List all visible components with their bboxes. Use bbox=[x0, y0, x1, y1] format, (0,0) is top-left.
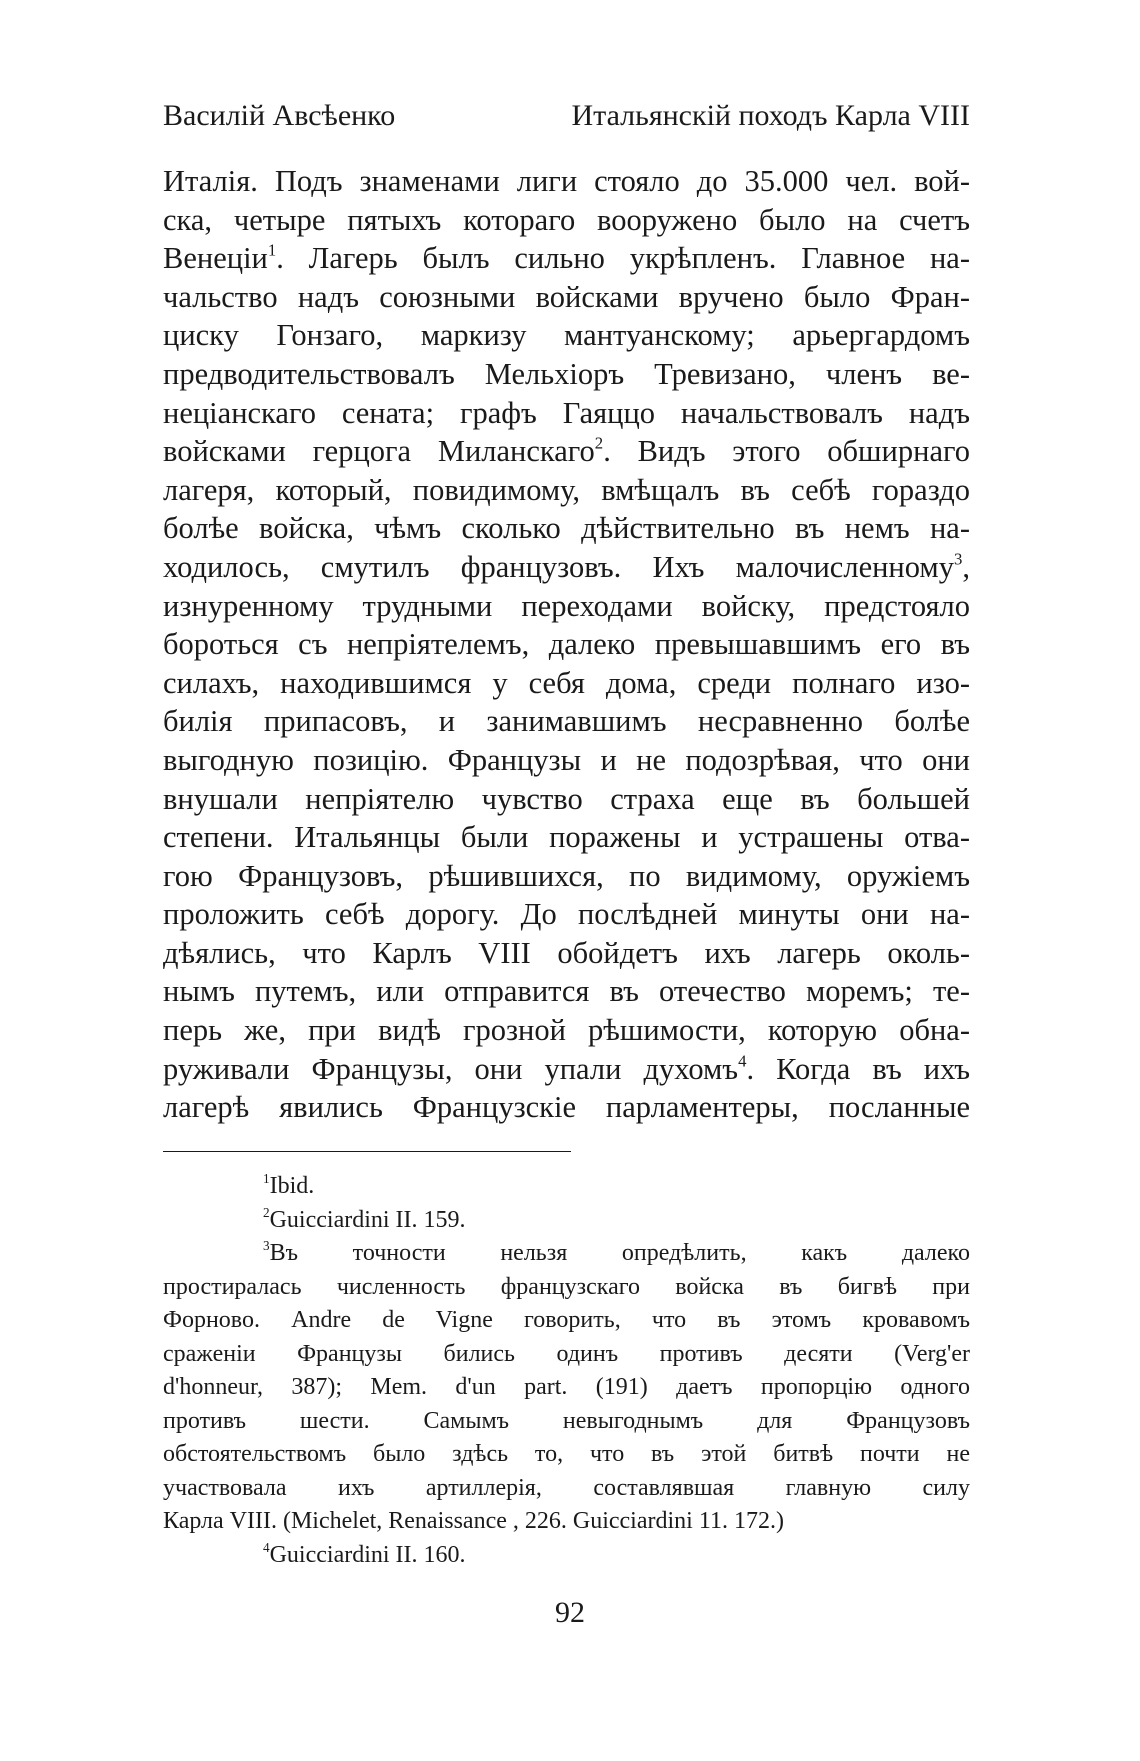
text-line: изнуренному трудными переходами войску, предстояло bbox=[163, 588, 970, 623]
text-line: циску Гонзаго, маркизу мантуанскому; арьергардомъ bbox=[163, 318, 970, 353]
text-line: Венеціи$^1$. Лагерь былъ сильно укрѣпленъ. Главное на- bbox=[163, 240, 970, 276]
footnote-ref: 2 bbox=[594, 433, 604, 453]
main-text bbox=[163, 162, 970, 1127]
footnote-ref: 3 bbox=[953, 549, 963, 569]
text-line: лагерѣ явились Французскіе парламентеры, посланные bbox=[163, 1090, 970, 1125]
text-line: ска, четыре пятыхъ котораго вооружено было на счетъ bbox=[163, 202, 970, 237]
text-line: проложить себѣ дорогу. До послѣдней минуты они на- bbox=[163, 897, 970, 932]
text-line: предводительствовалъ Мельхіоръ Тревизано, членъ ве- bbox=[163, 356, 970, 391]
text-line: гою Французовъ, рѣшившихся, по видимому, оружіемъ bbox=[163, 858, 970, 893]
text-line: Италія. Подъ знаменами лиги стояло до 35.000 чел. вой- bbox=[163, 164, 970, 198]
footnote-3-line: Форново. Andre de Vigne говорить, что въ этомъ кровавомъ bbox=[163, 1307, 970, 1333]
footnote-2: $^2$Guicciardini II. 159. bbox=[263, 1204, 466, 1233]
text-line: билія припасовъ, и занимавшимъ несравненно болѣе bbox=[163, 704, 970, 739]
page-number: 92 bbox=[555, 1596, 585, 1629]
footnote-3-line: Карла VIII. (Michelet, Renaissance , 226. Guicciardini 11. 172.) bbox=[163, 1508, 784, 1534]
text-line: чальство надъ союзными войсками вручено было Фран- bbox=[163, 279, 970, 314]
footnote-3-line: противъ шести. Самымъ невыгоднымъ для Французовъ bbox=[163, 1407, 970, 1434]
text-line: руживали Французы, они упали духомъ$^4$. Когда въ ихъ bbox=[163, 1051, 970, 1086]
header-title: Итальянскій походъ Карла VIII bbox=[571, 99, 970, 132]
footnote-ref: 1 bbox=[267, 240, 277, 260]
text-line: неціанскаго сената; графъ Гаяццо начальствовалъ надъ bbox=[163, 395, 970, 430]
running-header bbox=[163, 96, 970, 136]
text-line: внушали непріятелю чувство страха еще въ большей bbox=[163, 781, 970, 816]
footnote-4: $^4$Guicciardini II. 160. bbox=[263, 1539, 466, 1568]
footnote-3-line: простиралась численность французскаго войска въ бигвѣ при bbox=[163, 1273, 970, 1300]
footnotes bbox=[163, 1170, 970, 1572]
footnote-1: $^1$Ibid. bbox=[263, 1171, 315, 1199]
text-line: степени. Итальянцы были поражены и устрашены отва- bbox=[163, 820, 970, 855]
text-line: ходилось, смутилъ французовъ. Ихъ малочисленному$^3$, bbox=[163, 549, 970, 584]
text-line: войсками герцога Миланскаго$^2$. Видъ этого обширнаго bbox=[163, 433, 970, 469]
text-line: перь же, при видѣ грозной рѣшимости, которую обна- bbox=[163, 1013, 970, 1048]
footnote-3-line: обстоятельствомъ было здѣсь то, что въ этой битвѣ почти не bbox=[163, 1441, 970, 1467]
text-line: нымъ путемъ, или отправится въ отечество моремъ; те- bbox=[163, 974, 970, 1009]
text-line: дѣялись, что Карлъ VIII обойдетъ ихъ лагерь околь- bbox=[163, 935, 970, 970]
text-line: болѣе войска, чѣмъ сколько дѣйствительно въ немъ на- bbox=[163, 511, 970, 546]
footnote-divider bbox=[163, 1151, 571, 1152]
text-line: выгодную позицію. Французы и не подозрѣвая, что они bbox=[163, 742, 970, 777]
footnote-3-line: участвовала ихъ артиллерія, составлявшая главную силу bbox=[163, 1474, 970, 1501]
footnote-ref: 4 bbox=[738, 1051, 747, 1071]
text-line: лагеря, который, повидимому, вмѣщалъ въ себѣ гораздо bbox=[163, 472, 970, 507]
footnote-3-line: d'honneur, 387); Mem. d'un part. (191) даетъ пропорцію одного bbox=[163, 1374, 970, 1400]
footnote-3-line: сраженіи Французы бились одинъ противъ десяти (Verg'er bbox=[163, 1340, 970, 1367]
text-line: силахъ, находившимся у себя дома, среди полнаго изо- bbox=[163, 665, 970, 700]
text-line: бороться съ непріятелемъ, далеко превышавшимъ его въ bbox=[163, 627, 970, 662]
header-author: Василій Авсѣенко bbox=[163, 99, 396, 132]
footnote-3: $^3$Въ точности нельзя опредѣлить, какъ далеко bbox=[263, 1238, 970, 1266]
